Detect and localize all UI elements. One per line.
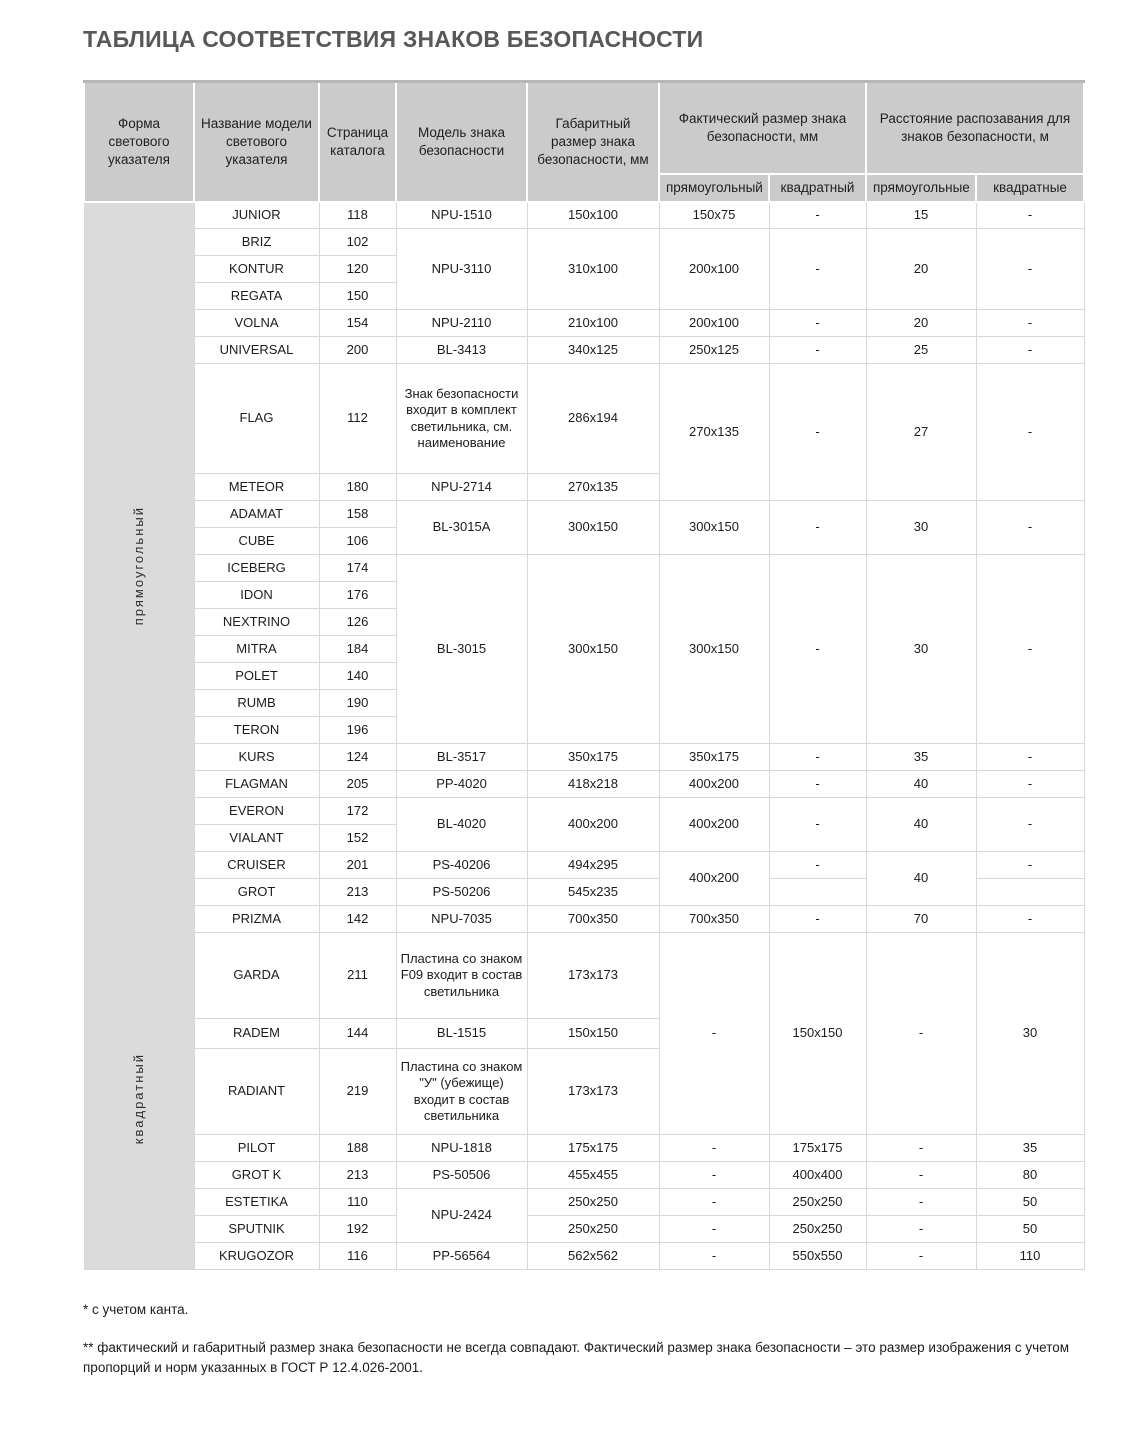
table-cell: NEXTRINO (194, 609, 319, 636)
table-cell: 110 (976, 1243, 1084, 1270)
table-cell: GROT (194, 879, 319, 906)
shape-section-cell (84, 933, 194, 1270)
table-cell: 211 (319, 933, 396, 1019)
table-cell: 150x75 (659, 202, 769, 229)
table-cell: NPU-2714 (396, 474, 527, 501)
table-cell: REGATA (194, 283, 319, 310)
table-cell: 340x125 (527, 337, 659, 364)
table-cell: 142 (319, 906, 396, 933)
table-head (84, 82, 1084, 202)
table-cell: 20 (866, 229, 976, 310)
table-cell: 152 (319, 825, 396, 852)
footnote-kant: * с учетом канта. (83, 1302, 189, 1317)
table-cell: 154 (319, 310, 396, 337)
table-row (84, 906, 1084, 933)
table-cell: ESTETIKA (194, 1189, 319, 1216)
table-cell: PILOT (194, 1135, 319, 1162)
table-cell: Пластина со знаком F09 входит в состав светильника (396, 933, 527, 1019)
table-cell: 190 (319, 690, 396, 717)
table-cell: - (976, 771, 1084, 798)
table-cell: POLET (194, 663, 319, 690)
table-cell: 700x350 (659, 906, 769, 933)
table-cell: VIALANT (194, 825, 319, 852)
table-cell: 250x250 (769, 1216, 866, 1243)
table-cell: 150x100 (527, 202, 659, 229)
table-cell: 175x175 (769, 1135, 866, 1162)
table-cell: 70 (866, 906, 976, 933)
table-cell: 144 (319, 1019, 396, 1049)
table-cell: BL-3413 (396, 337, 527, 364)
table-cell: - (769, 555, 866, 744)
table-cell: 200x100 (659, 310, 769, 337)
table-cell: 150 (319, 283, 396, 310)
table-cell: 175x175 (527, 1135, 659, 1162)
table-cell: 116 (319, 1243, 396, 1270)
table-body (84, 202, 1084, 1270)
table-cell: NPU-2110 (396, 310, 527, 337)
table-cell: EVERON (194, 798, 319, 825)
table-cell: NPU-1818 (396, 1135, 527, 1162)
table-cell: 219 (319, 1049, 396, 1135)
table-cell: 350x175 (527, 744, 659, 771)
table-cell: 150x150 (527, 1019, 659, 1049)
table-cell: 184 (319, 636, 396, 663)
shape-label: квадратный (130, 1053, 146, 1145)
table-cell: - (866, 1135, 976, 1162)
table-cell: IDON (194, 582, 319, 609)
table-cell: - (769, 906, 866, 933)
table-cell: 213 (319, 1162, 396, 1189)
table-cell: 350x175 (659, 744, 769, 771)
table-row (84, 501, 1084, 528)
table-cell: - (976, 555, 1084, 744)
table-cell: 400x200 (527, 798, 659, 852)
table-cell: 300x150 (527, 501, 659, 555)
table-cell: - (769, 852, 866, 879)
table-cell: - (976, 364, 1084, 501)
table-row (84, 1189, 1084, 1216)
table-cell: Знак безопасности входит в комплект светильника, см. наименование (396, 364, 527, 474)
table-cell: - (866, 933, 976, 1135)
table-cell: 700x350 (527, 906, 659, 933)
table-cell: 210x100 (527, 310, 659, 337)
table-cell: 15 (866, 202, 976, 229)
table-cell: - (659, 1216, 769, 1243)
table-cell: RUMB (194, 690, 319, 717)
table-cell: 196 (319, 717, 396, 744)
table-row (84, 852, 1084, 879)
table-cell: KRUGOZOR (194, 1243, 319, 1270)
table-row (84, 1216, 1084, 1243)
table-cell: JUNIOR (194, 202, 319, 229)
table-cell: 50 (976, 1189, 1084, 1216)
table-cell: MITRA (194, 636, 319, 663)
table-cell: BL-3517 (396, 744, 527, 771)
table-cell: 27 (866, 364, 976, 501)
table-cell: BRIZ (194, 229, 319, 256)
table-cell: - (976, 906, 1084, 933)
table-cell: KURS (194, 744, 319, 771)
table-cell: 562x562 (527, 1243, 659, 1270)
subheader-cell: квадратный (769, 174, 866, 202)
table-cell: - (659, 1135, 769, 1162)
header-cell: Название модели светового указателя (194, 82, 319, 202)
table-cell: 205 (319, 771, 396, 798)
table-cell: 40 (866, 771, 976, 798)
subheader-cell: прямоугольные (866, 174, 976, 202)
table-cell: 110 (319, 1189, 396, 1216)
table-cell (976, 879, 1084, 906)
table-cell: CRUISER (194, 852, 319, 879)
table-cell: 112 (319, 364, 396, 474)
table-cell: PS-40206 (396, 852, 527, 879)
table-cell: - (866, 1189, 976, 1216)
header-cell: Расстояние распозавания для знаков безопасности, м (866, 82, 1084, 174)
table-cell: - (659, 1162, 769, 1189)
table-cell: BL-1515 (396, 1019, 527, 1049)
table-cell: - (769, 501, 866, 555)
table-cell: 150x150 (769, 933, 866, 1135)
table-cell: ADAMAT (194, 501, 319, 528)
table-cell: SPUTNIK (194, 1216, 319, 1243)
shape-section-cell (84, 202, 194, 933)
table-cell (769, 879, 866, 906)
table-cell: 173x173 (527, 1049, 659, 1135)
table-cell: 270x135 (527, 474, 659, 501)
table-cell: 118 (319, 202, 396, 229)
table-cell: 201 (319, 852, 396, 879)
table-cell: PS-50506 (396, 1162, 527, 1189)
table-cell: 286x194 (527, 364, 659, 474)
table-row (84, 555, 1084, 582)
table-cell: - (976, 337, 1084, 364)
table-cell: - (976, 744, 1084, 771)
table-cell: VOLNA (194, 310, 319, 337)
table-cell: - (659, 1243, 769, 1270)
table-cell: 30 (976, 933, 1084, 1135)
table-row (84, 1135, 1084, 1162)
table-cell: - (769, 364, 866, 501)
table-cell: 50 (976, 1216, 1084, 1243)
table-cell: 213 (319, 879, 396, 906)
header-cell: Форма светового указателя (84, 82, 194, 202)
table-cell: 35 (976, 1135, 1084, 1162)
table-row (84, 310, 1084, 337)
table-cell: 250x250 (527, 1189, 659, 1216)
table-cell: 126 (319, 609, 396, 636)
table-row (84, 202, 1084, 229)
table-cell: PRIZMA (194, 906, 319, 933)
table-cell: GARDA (194, 933, 319, 1019)
table-cell: 40 (866, 798, 976, 852)
subheader-cell: квадратные (976, 174, 1084, 202)
table-cell: - (659, 933, 769, 1135)
table-cell: 106 (319, 528, 396, 555)
table-cell: - (976, 310, 1084, 337)
table-cell: - (976, 798, 1084, 852)
table-cell: 25 (866, 337, 976, 364)
table-cell: RADIANT (194, 1049, 319, 1135)
table-cell: FLAGMAN (194, 771, 319, 798)
table-cell: - (976, 202, 1084, 229)
table-cell: 494x295 (527, 852, 659, 879)
header-cell: Фактический размер знака безопасности, мм (659, 82, 866, 174)
table-cell: 180 (319, 474, 396, 501)
table-cell: 124 (319, 744, 396, 771)
table-cell: - (976, 852, 1084, 879)
table-cell: BL-4020 (396, 798, 527, 852)
table-cell: 400x200 (659, 798, 769, 852)
table-cell: UNIVERSAL (194, 337, 319, 364)
table-cell: 102 (319, 229, 396, 256)
table-row (84, 771, 1084, 798)
table-cell: BL-3015A (396, 501, 527, 555)
footnote-gost: ** фактический и габаритный размер знака безопасности не всегда совпадают. Фактический размер знака безопасности – это размер изображения с учетом пропорций и норм указанных в ГОСТ Р 12.4.026-2001. (83, 1340, 1070, 1375)
table-cell: - (769, 744, 866, 771)
table-cell: 30 (866, 501, 976, 555)
table-cell: - (659, 1189, 769, 1216)
table-cell: 250x250 (769, 1189, 866, 1216)
table-cell: NPU-3110 (396, 229, 527, 310)
table-cell: Пластина со знаком "У" (убежище) входит в состав светильника (396, 1049, 527, 1135)
table-cell: RADEM (194, 1019, 319, 1049)
table-cell: 455x455 (527, 1162, 659, 1189)
table-row (84, 229, 1084, 256)
table-cell: 140 (319, 663, 396, 690)
table-cell: NPU-7035 (396, 906, 527, 933)
table-cell: GROT K (194, 1162, 319, 1189)
table-cell: 400x200 (659, 771, 769, 798)
table-cell: 172 (319, 798, 396, 825)
header-cell: Модель знака безопасности (396, 82, 527, 202)
table-cell: PS-50206 (396, 879, 527, 906)
table-row (84, 364, 1084, 474)
table-cell: 250x125 (659, 337, 769, 364)
table-cell: 550x550 (769, 1243, 866, 1270)
table-cell: PP-4020 (396, 771, 527, 798)
table-cell: 400x400 (769, 1162, 866, 1189)
table-cell: - (866, 1216, 976, 1243)
shape-label: прямоугольный (130, 505, 146, 625)
table-cell: - (769, 202, 866, 229)
table-cell: 188 (319, 1135, 396, 1162)
table-cell: 173x173 (527, 933, 659, 1019)
table-cell: 30 (866, 555, 976, 744)
header-cell: Страница каталога (319, 82, 396, 202)
table-cell: BL-3015 (396, 555, 527, 744)
table-cell: - (769, 310, 866, 337)
table-cell: ICEBERG (194, 555, 319, 582)
table-cell: 300x150 (659, 555, 769, 744)
table-cell: TERON (194, 717, 319, 744)
table-row (84, 933, 1084, 1019)
table-row (84, 337, 1084, 364)
table-cell: 200x100 (659, 229, 769, 310)
table-cell: NPU-1510 (396, 202, 527, 229)
table-cell: - (769, 798, 866, 852)
table-cell: - (769, 229, 866, 310)
table-cell: 300x150 (659, 501, 769, 555)
table-cell: 400x200 (659, 852, 769, 906)
table-cell: - (976, 229, 1084, 310)
table-row (84, 1162, 1084, 1189)
signs-table (83, 80, 1085, 1270)
table-cell: 192 (319, 1216, 396, 1243)
table-cell: 250x250 (527, 1216, 659, 1243)
table-cell: METEOR (194, 474, 319, 501)
table-cell: FLAG (194, 364, 319, 474)
table-cell: 35 (866, 744, 976, 771)
table-cell: 545x235 (527, 879, 659, 906)
table-cell: 310x100 (527, 229, 659, 310)
table-cell: 174 (319, 555, 396, 582)
table-cell: 176 (319, 582, 396, 609)
table-cell: - (769, 337, 866, 364)
table-cell: KONTUR (194, 256, 319, 283)
table-row (84, 798, 1084, 825)
table-cell: 418x218 (527, 771, 659, 798)
header-cell: Габаритный размер знака безопасности, мм (527, 82, 659, 202)
table-cell: NPU-2424 (396, 1189, 527, 1243)
page-title: ТАБЛИЦА СООТВЕТСТВИЯ ЗНАКОВ БЕЗОПАСНОСТИ (83, 26, 704, 52)
table-cell: PP-56564 (396, 1243, 527, 1270)
table-cell: 120 (319, 256, 396, 283)
table-cell: 80 (976, 1162, 1084, 1189)
table-cell: 270x135 (659, 364, 769, 501)
table-cell: 200 (319, 337, 396, 364)
table-cell: - (866, 1162, 976, 1189)
table-cell: 300x150 (527, 555, 659, 744)
table-cell: CUBE (194, 528, 319, 555)
table-cell: - (976, 501, 1084, 555)
table-row (84, 1243, 1084, 1270)
table-cell: 20 (866, 310, 976, 337)
table-cell: - (866, 1243, 976, 1270)
table-cell: 40 (866, 852, 976, 906)
table-cell: - (769, 771, 866, 798)
table-row (84, 744, 1084, 771)
subheader-cell: прямоугольный (659, 174, 769, 202)
table-cell: 158 (319, 501, 396, 528)
